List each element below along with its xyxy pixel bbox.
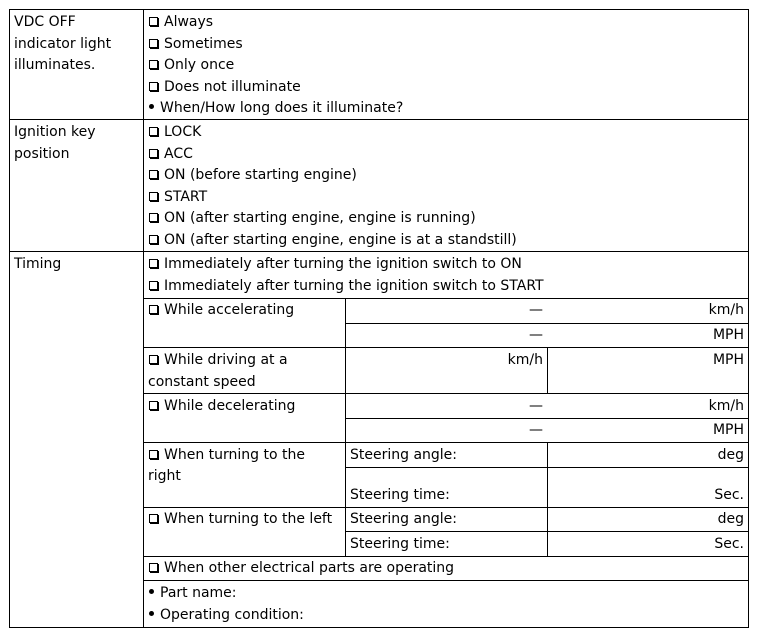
vdc-label-line-2: indicator light xyxy=(14,36,112,52)
ignition-label-line-2: position xyxy=(14,146,70,162)
timing-option-ignition-start[interactable]: Immediately after turning the ignition switch to START xyxy=(148,277,544,295)
timing-label: Timing xyxy=(14,256,62,272)
checkbox-icon[interactable] xyxy=(149,127,158,136)
accel-kmh-unit[interactable]: km/h xyxy=(708,302,744,318)
checkbox-icon[interactable] xyxy=(149,450,158,459)
decel-mph-unit[interactable]: MPH xyxy=(712,422,744,438)
steering-divider xyxy=(547,442,548,556)
accel-kmh-dash: — xyxy=(529,302,543,318)
ignition-option-on-before[interactable]: ON (before starting engine) xyxy=(148,166,357,184)
checkbox-icon[interactable] xyxy=(149,213,158,222)
ignition-option-lock[interactable]: LOCK xyxy=(148,123,201,141)
decel-kmh-dash: — xyxy=(529,398,543,414)
timing-divider-part xyxy=(143,580,749,581)
turning-right-label-line-2: right xyxy=(148,468,181,484)
checkbox-icon[interactable] xyxy=(149,235,158,244)
row-divider-vdc xyxy=(9,119,749,120)
table-border-top xyxy=(9,9,749,10)
checkbox-icon[interactable] xyxy=(149,305,158,314)
constant-mph-unit[interactable]: MPH xyxy=(712,352,744,368)
checkbox-icon[interactable] xyxy=(149,149,158,158)
checkbox-icon[interactable] xyxy=(149,355,158,364)
checkbox-icon[interactable] xyxy=(149,39,158,48)
ignition-option-on-running[interactable]: ON (after starting engine, engine is running) xyxy=(148,209,476,227)
timing-option-decelerating[interactable]: While decelerating xyxy=(148,397,295,415)
decel-kmh-unit[interactable]: km/h xyxy=(708,398,744,414)
accel-mph-dash: — xyxy=(529,327,543,343)
timing-option-turning-left[interactable]: When turning to the left xyxy=(148,510,332,528)
timing-divider-accel xyxy=(143,298,749,299)
right-steering-angle-unit[interactable]: deg xyxy=(717,447,744,463)
bullet-icon xyxy=(149,589,154,594)
constant-speed-label-line-2: constant speed xyxy=(148,374,256,390)
checkbox-icon[interactable] xyxy=(149,514,158,523)
timing-divider-right xyxy=(143,442,749,443)
timing-option-turning-right[interactable]: When turning to the xyxy=(148,446,305,464)
checkbox-icon[interactable] xyxy=(149,170,158,179)
decel-mph-dash: — xyxy=(529,422,543,438)
left-steering-time-label: Steering time: xyxy=(350,536,450,552)
left-steering-angle-unit[interactable]: deg xyxy=(717,511,744,527)
checkbox-icon[interactable] xyxy=(149,281,158,290)
vdc-question: When/How long does it illuminate? xyxy=(148,99,403,117)
checkbox-icon[interactable] xyxy=(149,82,158,91)
timing-option-accelerating[interactable]: While accelerating xyxy=(148,301,294,319)
ignition-option-on-standstill[interactable]: ON (after starting engine, engine is at a standstill) xyxy=(148,231,517,249)
vdc-option-always[interactable]: Always xyxy=(148,13,213,31)
constant-kmh-unit[interactable]: km/h xyxy=(507,352,543,368)
right-steering-time-label: Steering time: xyxy=(350,487,450,503)
vdc-label-line-3: illuminates. xyxy=(14,57,96,73)
checkbox-icon[interactable] xyxy=(149,259,158,268)
checkbox-icon[interactable] xyxy=(149,17,158,26)
table-border-right xyxy=(748,9,749,628)
part-name-field[interactable]: Part name: xyxy=(148,584,237,602)
diagnosis-form-table xyxy=(9,9,749,628)
right-steering-angle-label: Steering angle: xyxy=(350,447,458,463)
table-border-bottom xyxy=(9,627,749,628)
bullet-icon xyxy=(149,611,154,616)
timing-divider-decel-mid xyxy=(346,418,749,419)
ignition-option-start[interactable]: START xyxy=(148,188,207,206)
accel-mph-unit[interactable]: MPH xyxy=(712,327,744,343)
timing-option-constant-speed[interactable]: While driving at a xyxy=(148,351,288,369)
label-column-divider xyxy=(143,9,144,628)
checkbox-icon[interactable] xyxy=(149,60,158,69)
vdc-label-line-1: VDC OFF xyxy=(14,14,76,30)
operating-condition-field[interactable]: Operating condition: xyxy=(148,606,304,624)
constant-speed-divider xyxy=(547,347,548,393)
checkbox-icon[interactable] xyxy=(149,401,158,410)
left-steering-angle-label: Steering angle: xyxy=(350,511,458,527)
timing-divider-left xyxy=(143,507,749,508)
timing-divider-electrical xyxy=(143,556,749,557)
timing-condition-divider xyxy=(345,298,346,556)
timing-divider-decel xyxy=(143,393,749,394)
vdc-option-sometimes[interactable]: Sometimes xyxy=(148,35,243,53)
ignition-option-acc[interactable]: ACC xyxy=(148,145,193,163)
ignition-label-line-1: Ignition key xyxy=(14,124,96,140)
checkbox-icon[interactable] xyxy=(149,563,158,572)
timing-option-electrical-parts[interactable]: When other electrical parts are operating xyxy=(148,559,454,577)
table-border-left xyxy=(9,9,10,628)
timing-option-ignition-on[interactable]: Immediately after turning the ignition switch to ON xyxy=(148,255,522,273)
bullet-icon xyxy=(149,104,154,109)
right-steering-time-unit[interactable]: Sec. xyxy=(714,487,744,503)
vdc-option-not-illuminate[interactable]: Does not illuminate xyxy=(148,78,301,96)
vdc-option-only-once[interactable]: Only once xyxy=(148,56,234,74)
timing-divider-constant xyxy=(143,347,749,348)
row-divider-ignition xyxy=(9,251,749,252)
left-steering-time-unit[interactable]: Sec. xyxy=(714,536,744,552)
checkbox-icon[interactable] xyxy=(149,192,158,201)
timing-divider-accel-mid xyxy=(346,323,749,324)
